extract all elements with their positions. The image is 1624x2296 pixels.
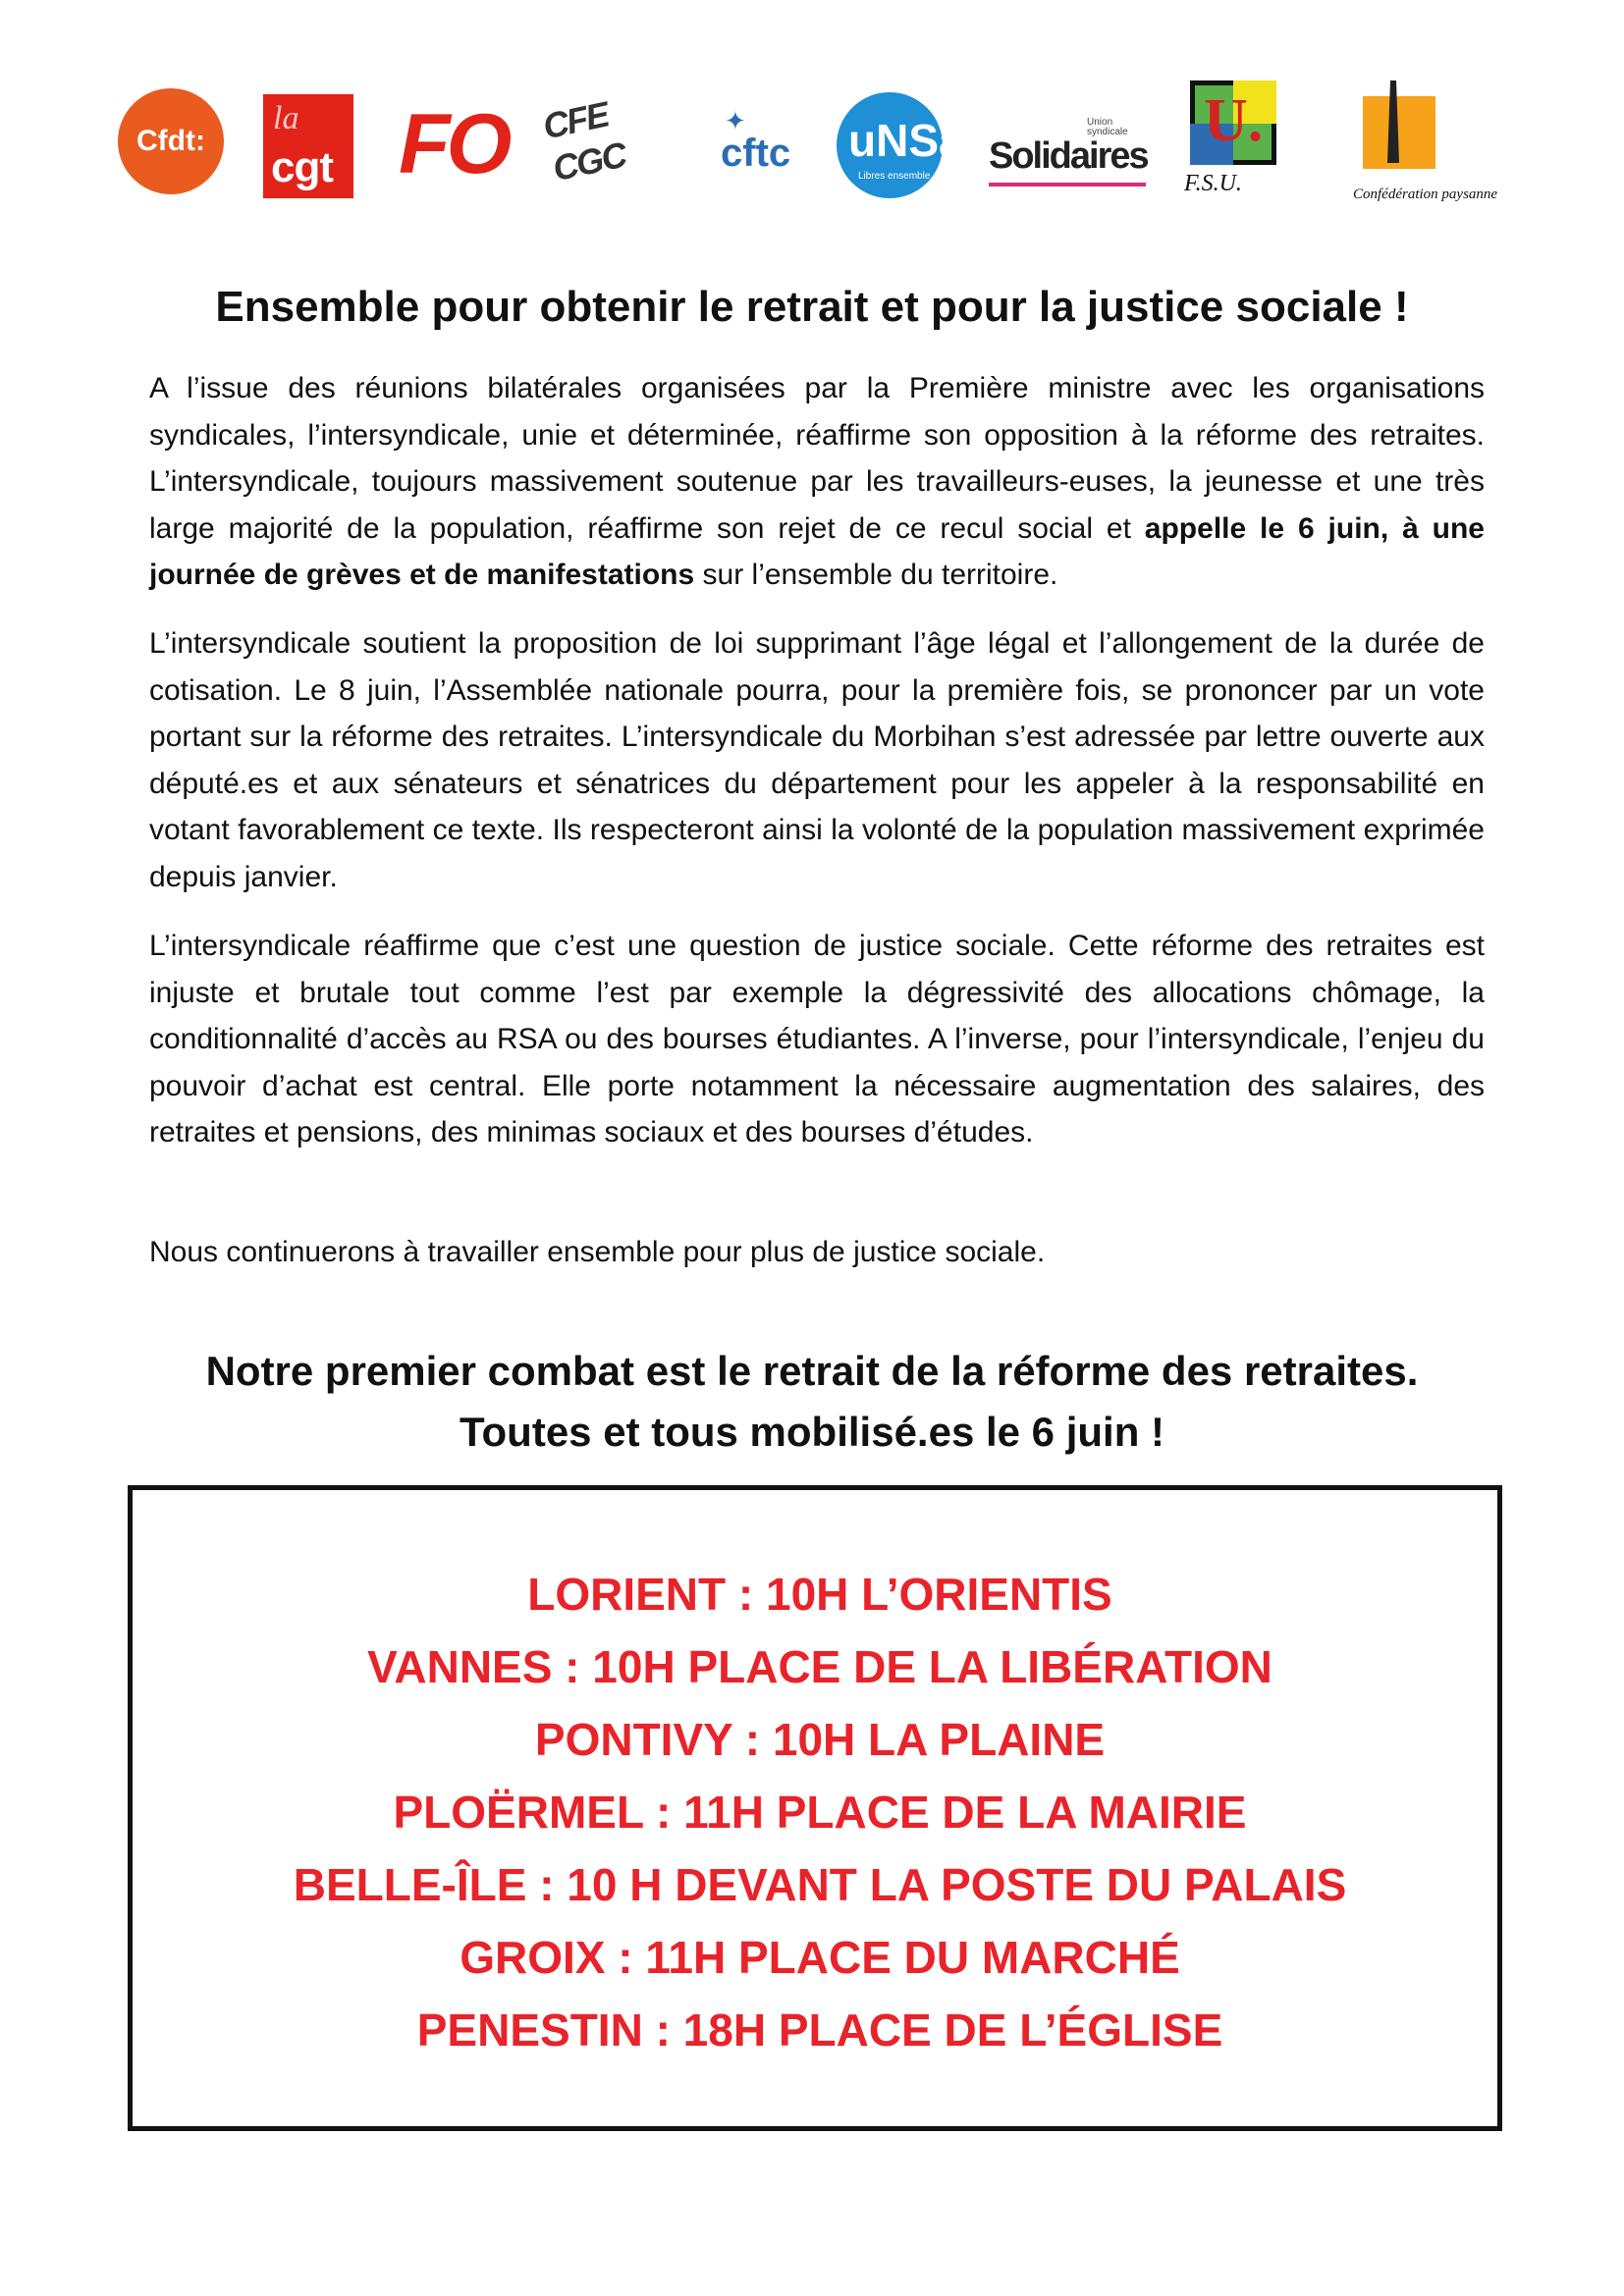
location-pontivy: PONTIVY : 10H LA PLAINE (534, 1714, 1106, 1765)
fo-logo (399, 90, 507, 198)
solidaires-logo-text: Solidaires (989, 135, 1148, 177)
page-title: Ensemble pour obtenir le retrait et pour la justice sociale ! (215, 283, 1409, 331)
cfdt-logo-text: Cfdt: (136, 125, 205, 157)
dove-icon: ✦ (725, 106, 746, 135)
fo-logo-text: FO (399, 97, 509, 191)
slogan-line-1: Notre premier combat est le retrait de la réforme des retraites. (205, 1348, 1419, 1394)
paragraph-3: L’intersyndicale réaffirme que c’est une question de justice sociale. Cette réforme des retraites est injuste et brutale tout comme l’est par exemple la dégressivité des allocations chômage, la conditionnalité d’accès au RSA ou des bourses étudiantes. A l’inverse, pour l’intersyndicale, l’enjeu du pouvoir d’achat est central. Elle porte notamment la nécessaire augmentation des salaires, des retraites et pensions, des minimas sociaux et des bourses d’études. (149, 930, 1485, 1148)
cftc-logo-text: cftc (721, 132, 791, 175)
location-groix: GROIX : 11H PLACE DU MARCHÉ (460, 1932, 1180, 1983)
unsa-logo-text: uNSa (848, 115, 964, 166)
cfe-logo-text: CFE (539, 93, 612, 147)
location-lorient: LORIENT : 10H L’ORIENTIS (527, 1569, 1112, 1620)
fsu-logo-text: F.S.U. (1184, 171, 1242, 196)
cfe-cgc-logo (539, 93, 633, 198)
confederation-paysanne-text: Confédération paysanne (1353, 187, 1498, 202)
paragraph-2: L’intersyndicale soutient la proposition de loi supprimant l’âge légal et l’allongement de la durée de cotisation. Le 8 juin, l’Assemblée nationale pourra, pour la première fois, se prononcer par un vote portant sur la réforme des retraites. L’intersyndicale du Morbihan s’est adressée par lettre ouverte aux député.es et aux sénateurs et sénatrices du département pour les appeler à la responsabilité en votant favorablement ce texte. Ils respecteront ainsi la volonté de la population massivement exprimée depuis janvier. (149, 627, 1485, 893)
locations-box (128, 1485, 1502, 2131)
slogan-line-2: Toutes et tous mobilisé.es le 6 juin ! (459, 1409, 1165, 1455)
solidaires-underline (989, 183, 1146, 187)
solidaires-logo (989, 118, 1150, 187)
location-vannes: VANNES : 10H PLACE DE LA LIBÉRATION (367, 1641, 1272, 1692)
paragraph-1-intro: A l’issue des réunions bilatérales organisées par la Première ministre avec les organisations syndicales, l’intersyndicale, unie et déterminée, réaffirme son opposition à la réforme des retraites. L’intersyndicale, toujours massivement soutenue par les travailleurs-euses, la jeunesse et une très large majorité de la population, réaffirme son rejet de ce recul social et (149, 372, 1485, 545)
cgt-logo-text: cgt (271, 143, 333, 191)
location-belle-ile: BELLE-ÎLE : 10 H DEVANT LA POSTE DU PALAIS (293, 1859, 1347, 1910)
cgt-logo-la: la (273, 100, 299, 136)
fsu-logo-u: U. (1204, 87, 1264, 154)
paragraph-1-end: sur l’ensemble du territoire. (694, 559, 1058, 591)
paragraph-4: Nous continuerons à travailler ensemble pour plus de justice sociale. (149, 1236, 1046, 1268)
paragraph-1 (149, 365, 1485, 599)
location-ploermel: PLOËRMEL : 11H PLACE DE LA MAIRIE (393, 1787, 1247, 1838)
cftc-logo (719, 106, 807, 185)
solidaires-union-text: Union syndicale (1087, 117, 1128, 137)
union-logos-bar (108, 77, 1498, 224)
location-penestin: PENESTIN : 18H PLACE DE L’ÉGLISE (416, 2004, 1223, 2056)
cgt-logo (263, 94, 353, 198)
unsa-logo-subtext: Libres ensemble (858, 171, 931, 182)
fsu-logo (1184, 80, 1282, 202)
confederation-paysanne-logo (1353, 80, 1498, 208)
cfdt-logo (118, 88, 224, 194)
paragraph-1-callout: appelle le 6 juin, à une journée de grèves et de manifestations (149, 511, 1485, 591)
cgc-logo-text: CGC (549, 133, 629, 189)
unsa-logo (837, 92, 964, 198)
